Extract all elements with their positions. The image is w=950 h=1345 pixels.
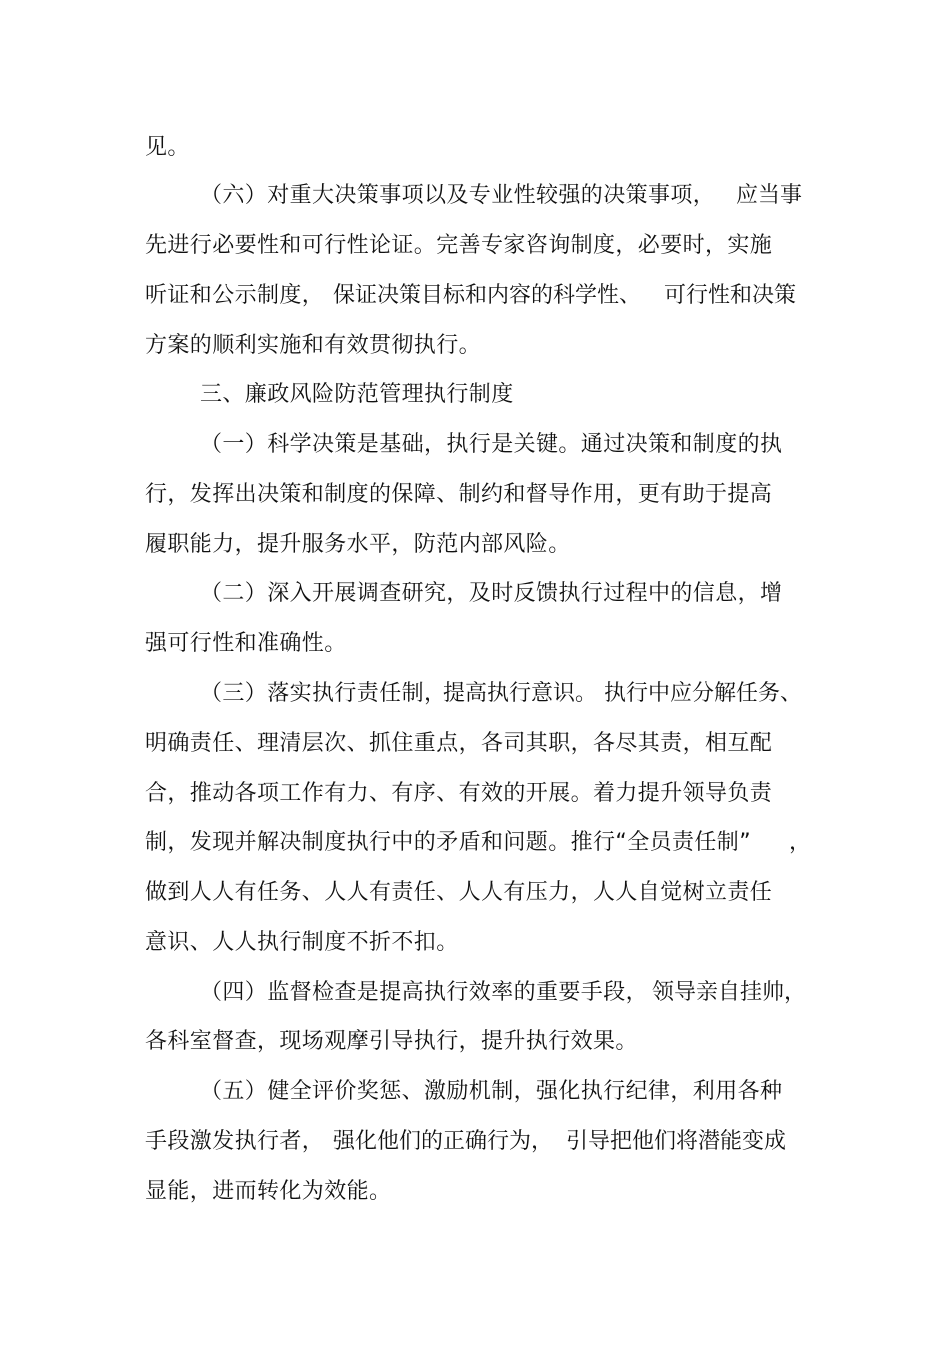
paragraph-line: 做到人人有任务、人人有责任、人人有压力，人人自觉树立责任 (145, 880, 773, 905)
paragraph-line: 方案的顺利实施和有效贯彻执行。 (145, 333, 482, 358)
paragraph-line-tail: ， (789, 830, 812, 855)
paragraph-line: 见。 (145, 135, 190, 160)
paragraph-line: （三）落实执行责任制， (200, 681, 447, 706)
paragraph-line: （六）对重大决策事项以及专业性较强的决策事项， (200, 183, 716, 208)
paragraph-line-segment: 保证决策目标和内容的科学性、 (333, 283, 642, 308)
paragraph-line-segment: 提高执行意识。 (443, 681, 598, 706)
paragraph-line: 强可行性和准确性。 (145, 631, 347, 656)
paragraph-line: （五）健全评价奖惩、激励机制，强化执行纪律，利用各种 (200, 1079, 783, 1104)
section-heading: 三、廉政风险防范管理执行制度 (200, 382, 514, 407)
paragraph-line: 显能，进而转化为效能。 (145, 1179, 392, 1204)
paragraph-line: 意识、人人执行制度不折不扣。 (145, 930, 459, 955)
paragraph-line: 合，推动各项工作有力、有序、有效的开展。着力提升领导负责 (145, 781, 773, 806)
paragraph-line-tail: 领导亲自挂帅， (652, 980, 807, 1005)
paragraph-line-tail: 可行性和决策 (664, 283, 797, 308)
paragraph-line-tail: 引导把他们将潜能变成 (566, 1129, 787, 1154)
paragraph-line: （一）科学决策是基础，执行是关键。通过决策和制度的执 (200, 432, 783, 457)
paragraph-line: 手段激发执行者， (145, 1129, 325, 1154)
paragraph-line-tail: 应当事 (736, 183, 803, 208)
paragraph-line: （二）深入开展调查研究，及时反馈执行过程中的信息，增 (200, 581, 783, 606)
paragraph-line: 听证和公示制度， (145, 283, 325, 308)
paragraph-line: 各科室督查，现场观摩引导执行，提升执行效果。 (145, 1029, 638, 1054)
paragraph-line: 明确责任、理清层次、抓住重点，各司其职，各尽其责，相互配 (145, 731, 773, 756)
paragraph-line: （四）监督检查是提高执行效率的重要手段， (200, 980, 649, 1005)
paragraph-line: 先进行必要性和可行性论证。完善专家咨询制度，必要时，实施 (145, 233, 773, 258)
paragraph-line: 履职能力，提升服务水平，防范内部风险。 (145, 532, 571, 557)
paragraph-line-segment: 强化他们的正确行为， (333, 1129, 554, 1154)
paragraph-line: 行，发挥出决策和制度的保障、制约和督导作用，更有助于提高 (145, 482, 773, 507)
paragraph-line: 制，发现并解决制度执行中的矛盾和问题。推行“全员责任制” (145, 830, 751, 855)
paragraph-line-tail: 执行中应分解任务、 (604, 681, 803, 706)
